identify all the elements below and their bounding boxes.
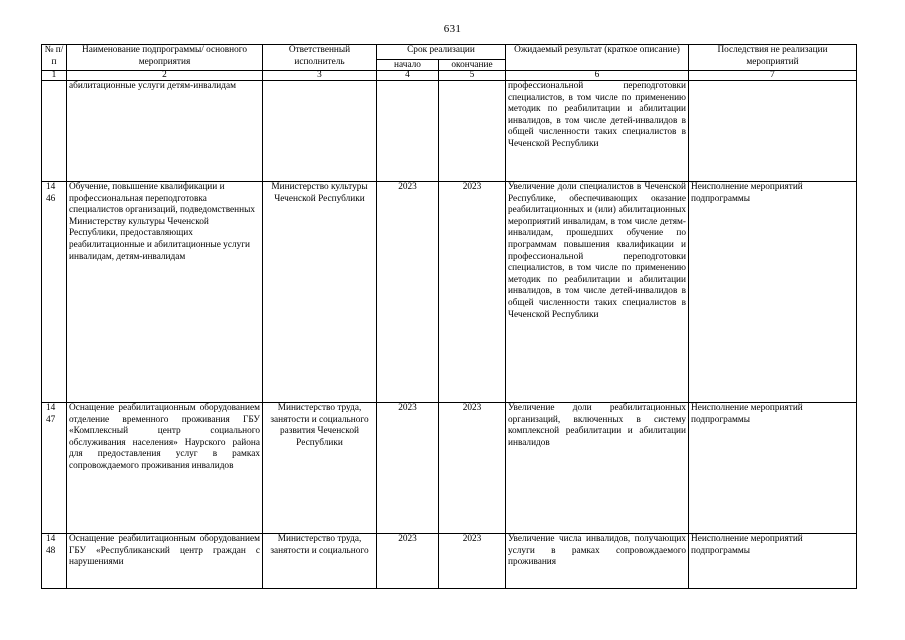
measure-name: Оснащение реабилитационным оборудованием ГБУ «Республиканский центр граждан с нарушениями bbox=[67, 534, 263, 589]
header-consequences: Последствия не реализации мероприятий bbox=[689, 45, 857, 71]
consequences bbox=[689, 81, 857, 182]
header-end: окончание bbox=[439, 60, 506, 71]
end-year: 2023 bbox=[439, 182, 506, 403]
column-number: 1 bbox=[42, 71, 67, 81]
expected-result: профессиональной переподготовки специалистов, в том числе по применению методик по реабилитации и абилитации инвалидов, в том числе детей-инвалидов в общей численности таких специалистов в Чеченской Республики bbox=[506, 81, 689, 182]
header-name: Наименование подпрограммы/ основного мероприятия bbox=[67, 45, 263, 71]
start-year: 2023 bbox=[377, 182, 439, 403]
header-responsible: Ответственный исполнитель bbox=[263, 45, 377, 71]
table-row bbox=[42, 403, 857, 534]
start-year bbox=[377, 81, 439, 182]
table-row bbox=[42, 81, 857, 182]
column-number: 2 bbox=[67, 71, 263, 81]
consequences: Неисполнение мероприятий подпрограммы bbox=[689, 534, 857, 589]
header-result: Ожидаемый результат (краткое описание) bbox=[506, 45, 689, 71]
column-number: 5 bbox=[439, 71, 506, 81]
table-row bbox=[42, 182, 857, 403]
start-year: 2023 bbox=[377, 534, 439, 589]
program-table bbox=[41, 44, 857, 589]
end-year bbox=[439, 81, 506, 182]
expected-result: Увеличение доли специалистов в Чеченской Республике, обеспечивающих оказание реабилитационных и (или) абилитационных мероприятий инвалидам, в том числе детям-инвалидам, прошедших обучение по программам повышения квалификации и профессиональной переподготовки специалистов, в том числе по применению методик по реабилитации и абилитации инвалидов, в том числе детей-инвалидов в общей численности таких специалистов в Чеченской Республики bbox=[506, 182, 689, 403]
responsible-executor: Министерство труда, занятости и социального bbox=[263, 534, 377, 589]
end-year: 2023 bbox=[439, 534, 506, 589]
column-number: 6 bbox=[506, 71, 689, 81]
header-period: Срок реализации bbox=[377, 45, 506, 60]
row-number: 14 46 bbox=[42, 182, 67, 403]
column-number: 4 bbox=[377, 71, 439, 81]
table-row bbox=[42, 534, 857, 589]
column-number: 3 bbox=[263, 71, 377, 81]
column-number: 7 bbox=[689, 71, 857, 81]
measure-name: абилитационные услуги детям-инвалидам bbox=[67, 81, 263, 182]
measure-name: Обучение, повышение квалификации и профессиональная переподготовка специалистов организаций, подведомственных Министерству культуры Чеченской Республики, предоставляющих реабилитационные и абилитационные услуги инвалидам, детям-инвалидам bbox=[67, 182, 263, 403]
expected-result: Увеличение доли реабилитационных организаций, включенных в систему комплексной реабилитации и абилитации инвалидов bbox=[506, 403, 689, 534]
expected-result: Увеличение числа инвалидов, получающих услуги в рамках сопровождаемого проживания bbox=[506, 534, 689, 589]
column-number-row bbox=[42, 71, 857, 81]
row-number: 14 48 bbox=[42, 534, 67, 589]
end-year: 2023 bbox=[439, 403, 506, 534]
row-number bbox=[42, 81, 67, 182]
consequences: Неисполнение мероприятий подпрограммы bbox=[689, 182, 857, 403]
page-number: 631 bbox=[443, 23, 462, 35]
measure-name: Оснащение реабилитационным оборудованием отделение временного проживания ГБУ «Комплексный центр социального обслуживания населения» Наурского района для предоставления услуг в рамках сопровождаемого проживания инвалидов bbox=[67, 403, 263, 534]
start-year: 2023 bbox=[377, 403, 439, 534]
consequences: Неисполнение мероприятий подпрограммы bbox=[689, 403, 857, 534]
responsible-executor: Министерство культуры Чеченской Республики bbox=[263, 182, 377, 403]
responsible-executor: Министерство труда, занятости и социального развития Чеченской Республики bbox=[263, 403, 377, 534]
responsible-executor bbox=[263, 81, 377, 182]
header-num: № п/п bbox=[42, 45, 67, 71]
row-number: 14 47 bbox=[42, 403, 67, 534]
header-start: начало bbox=[377, 60, 439, 71]
